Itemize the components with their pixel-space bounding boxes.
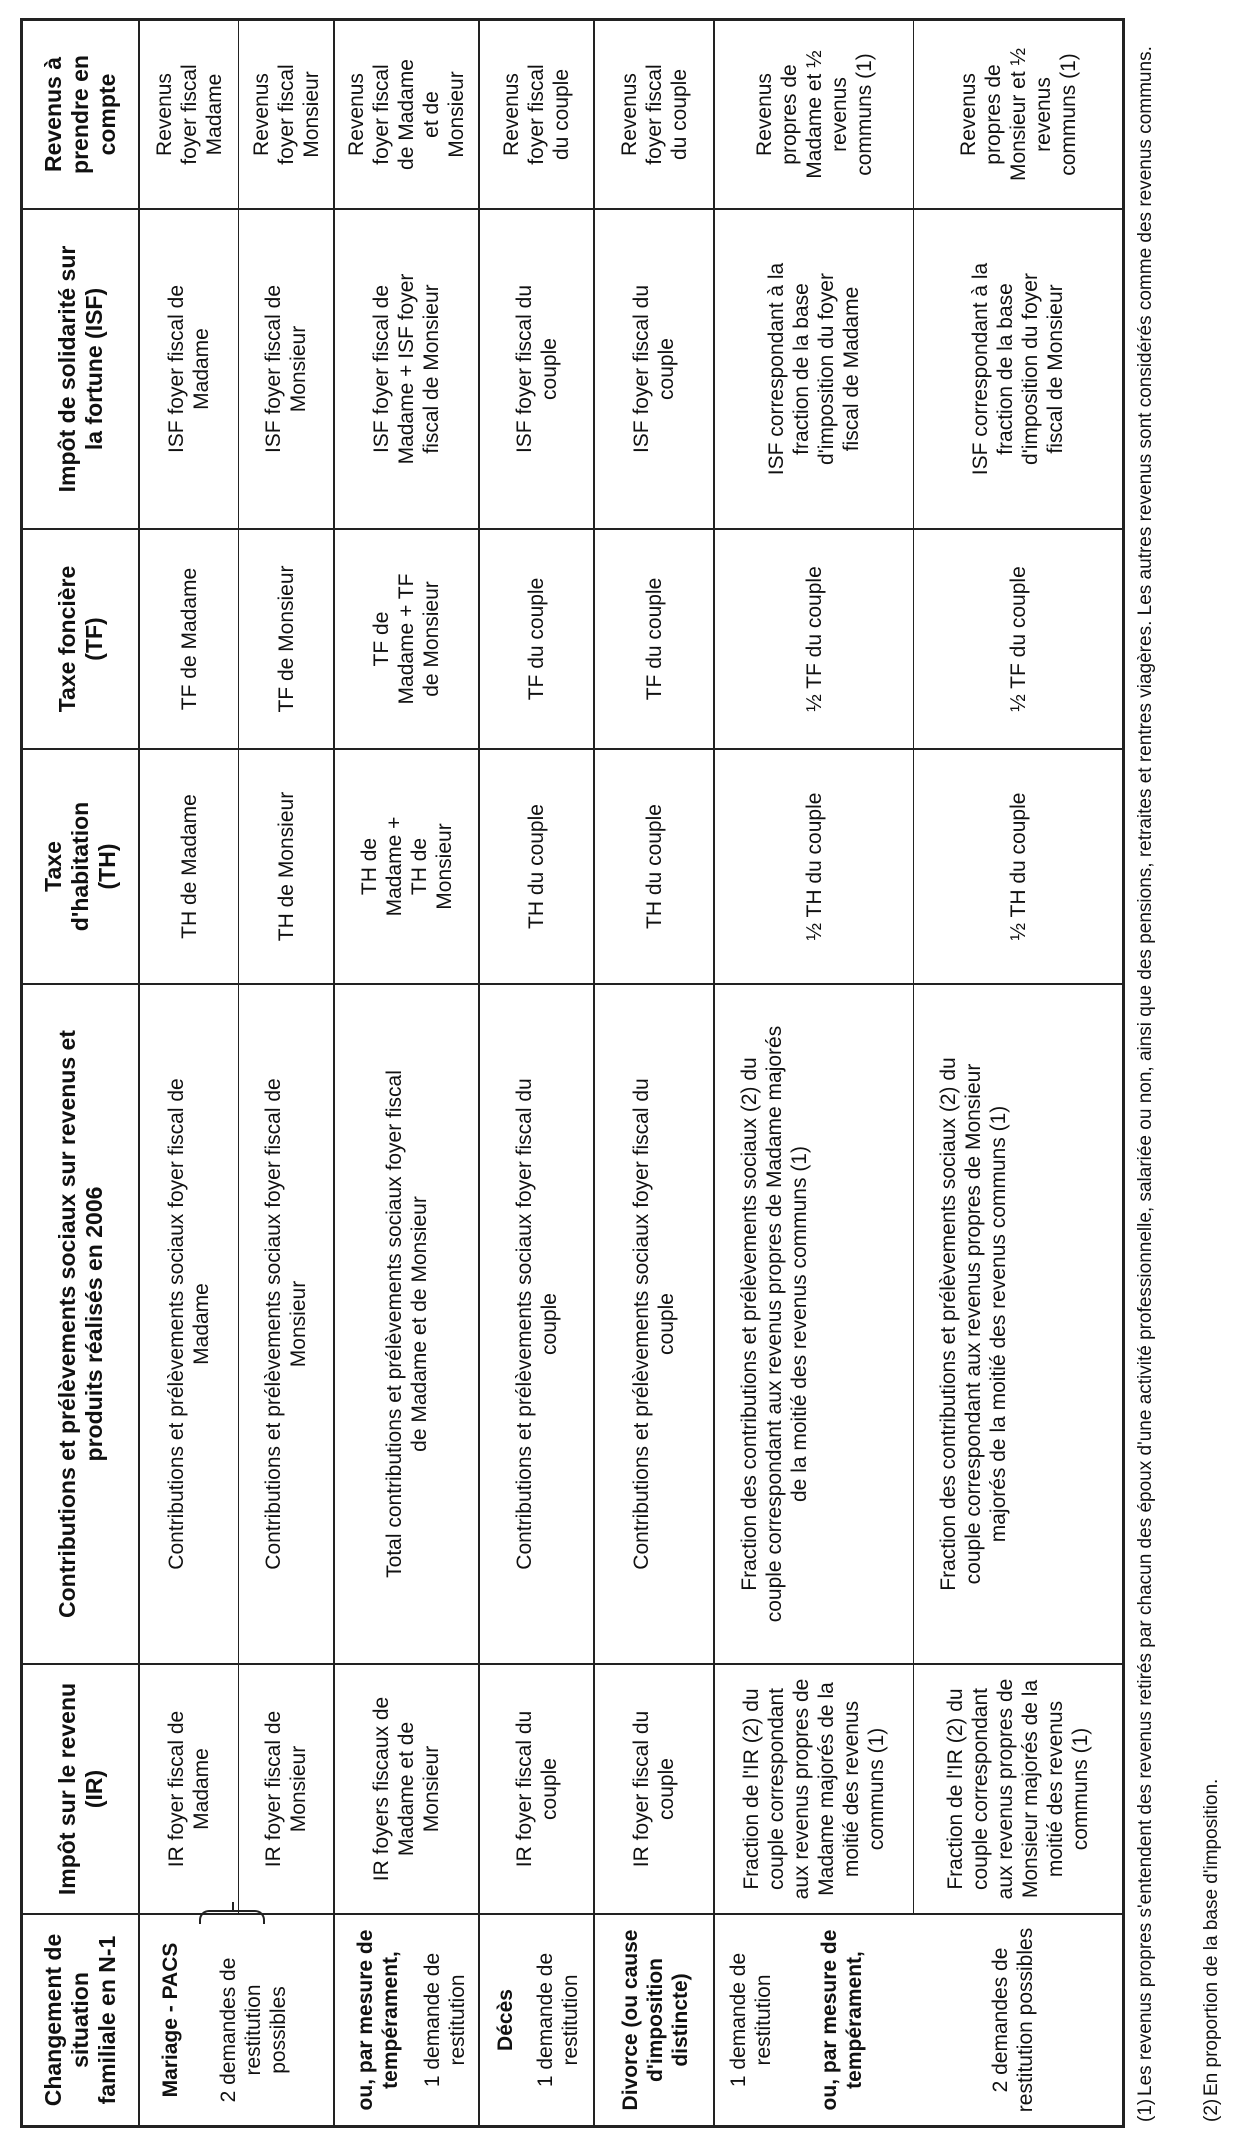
cell-th: TH de Madame + TH de Monsieur [357, 816, 456, 917]
cell-th: TH du couple [525, 804, 548, 929]
cell-ir: Fraction de l'IR (2) du couple correspondant aux revenus propres de Madame majorés de la moitié des revenus communs (1) [740, 1678, 888, 1900]
cell-contributions: Fraction des contributions et prélèvements sociaux (2) du couple correspondant aux revenus propres de Madame majorés de la moitié des revenus communs (1) [738, 1025, 811, 1623]
header-tf: Taxe foncière (TF) [53, 565, 107, 713]
cell-th: TH de Madame [177, 794, 201, 939]
cell-th: ½ TH du couple [1006, 792, 1030, 941]
divorce-option-2: 2 demandes de restitution possibles [989, 1927, 1037, 2113]
cell-tf: TF de Madame [177, 567, 201, 711]
cell-contributions: Contributions et prélèvements sociaux foyer fiscal de Madame [165, 1078, 213, 1570]
cell-ir: IR foyer fiscal du couple [630, 1710, 678, 1868]
cell-ir: Fraction de l'IR (2) du couple correspondant aux revenus propres de Monsieur majorés de la moitié des revenus communs (1) [944, 1678, 1092, 1900]
mariage-option-1: 2 demandes de restitution possibles [216, 1957, 290, 2103]
cell-contributions: Contributions et prélèvements sociaux foyer fiscal du couple [512, 1078, 561, 1570]
cell-isf: ISF correspondant à la fraction de la base d'imposition du foyer fiscal de Madame [765, 262, 863, 476]
cell-tf: TF de Madame + TF de Monsieur [370, 573, 443, 705]
mariage-title: Mariage - PACS [158, 1942, 182, 2098]
deces-title: Décès [493, 1989, 517, 2051]
footnote-text: Les revenus propres s'entendent des revenus retirés par chacun des époux d'une activité professionnelle, salariée ou non, ainsi que des pensions, retraites et rentres viagères. Les autres revenus sont considérés comme des revenus communs. [1135, 46, 1156, 2096]
divorce-ou: ou, par mesure de tempérament, [818, 1929, 866, 2111]
cell-contributions: Contributions et prélèvements sociaux foyer fiscal du couple [630, 1078, 678, 1570]
cell-tf: ½ TF du couple [802, 566, 826, 712]
deces-option-1: 1 demande de restitution [534, 1952, 582, 2088]
cell-contributions: Fraction des contributions et prélèvements sociaux (2) du couple correspondant aux revenus propres de Monsieur majorés de la moitié des revenus communs (1) [937, 1057, 1010, 1591]
cell-tf: TF de Monsieur [274, 565, 298, 713]
cell-ir: IR foyer fiscal du couple [512, 1710, 561, 1868]
cell-tf: ½ TF du couple [1006, 566, 1030, 712]
header-isf: Impôt de solidarité sur la fortune (ISF) [53, 245, 107, 493]
cell-revenus: Revenus foyer fiscal du couple [500, 64, 573, 165]
divorce-title: Divorce (ou cause d'imposition distincte) [618, 1929, 692, 2111]
footnote-2 [1200, 22, 1226, 2122]
cell-revenus: Revenus foyer fiscal Madame [152, 64, 226, 165]
cell-revenus: Revenus propres de Madame et ½ revenus communs (1) [752, 50, 876, 179]
footnote-1 [1134, 22, 1184, 2122]
header-ir: Impôt sur le revenu (IR) [53, 1682, 107, 1896]
footnote-text: En proportion de la base d'imposition. [1201, 1778, 1222, 2096]
footnote-number: (2) [1201, 2098, 1222, 2122]
cell-tf: TF du couple [525, 577, 548, 701]
cell-isf: ISF foyer fiscal de Madame [165, 284, 213, 454]
cell-revenus: Revenus foyer fiscal Monsieur [249, 64, 323, 165]
cell-revenus: Revenus foyer fiscal du couple [617, 64, 691, 165]
cell-tf: TF du couple [642, 577, 666, 701]
header-contributions: Contributions et prélèvements sociaux sur revenus et produits réalisés en 2006 [53, 1030, 107, 1618]
cell-isf: ISF foyer fiscal de Madame + ISF foyer fiscal de Monsieur [370, 273, 443, 465]
header-situation: Changement de situation familiale en N-1 [40, 1933, 120, 2107]
cell-th: TH du couple [642, 804, 666, 929]
cell-ir: IR foyers fiscaux de Madame et de Monsieur [370, 1696, 443, 1882]
cell-contributions: Contributions et prélèvements sociaux foyer fiscal de Monsieur [262, 1078, 310, 1570]
cell-th: ½ TH du couple [802, 792, 826, 941]
tax-table [20, 18, 1125, 2128]
cell-contributions: Total contributions et prélèvements sociaux foyer fiscal de Madame et de Monsieur [382, 1070, 431, 1578]
cell-ir: IR foyer fiscal de Madame [165, 1710, 213, 1868]
cell-revenus: Revenus propres de Monsieur et ½ revenus communs (1) [956, 47, 1080, 182]
footnote-number: (1) [1135, 2098, 1156, 2122]
divorce-option-1: 1 demande de restitution [727, 1952, 775, 2088]
header-th: Taxe d'habitation (TH) [40, 801, 120, 932]
mariage-ou: ou, par mesure de tempérament, [354, 1929, 402, 2111]
header-revenus: Revenus à prendre en compte [40, 55, 120, 174]
mariage-option-2: 1 demande de restitution [421, 1952, 469, 2088]
cell-ir: IR foyer fiscal de Monsieur [262, 1710, 310, 1868]
cell-revenus: Revenus foyer fiscal de Madame et de Monsieur [345, 59, 468, 170]
cell-th: TH de Monsieur [274, 791, 298, 942]
cell-isf: ISF foyer fiscal du couple [630, 284, 678, 454]
cell-isf: ISF foyer fiscal du couple [512, 284, 561, 454]
cell-isf: ISF foyer fiscal de Monsieur [262, 284, 310, 454]
cell-isf: ISF correspondant à la fraction de la base d'imposition du foyer fiscal de Monsieur [969, 262, 1067, 476]
